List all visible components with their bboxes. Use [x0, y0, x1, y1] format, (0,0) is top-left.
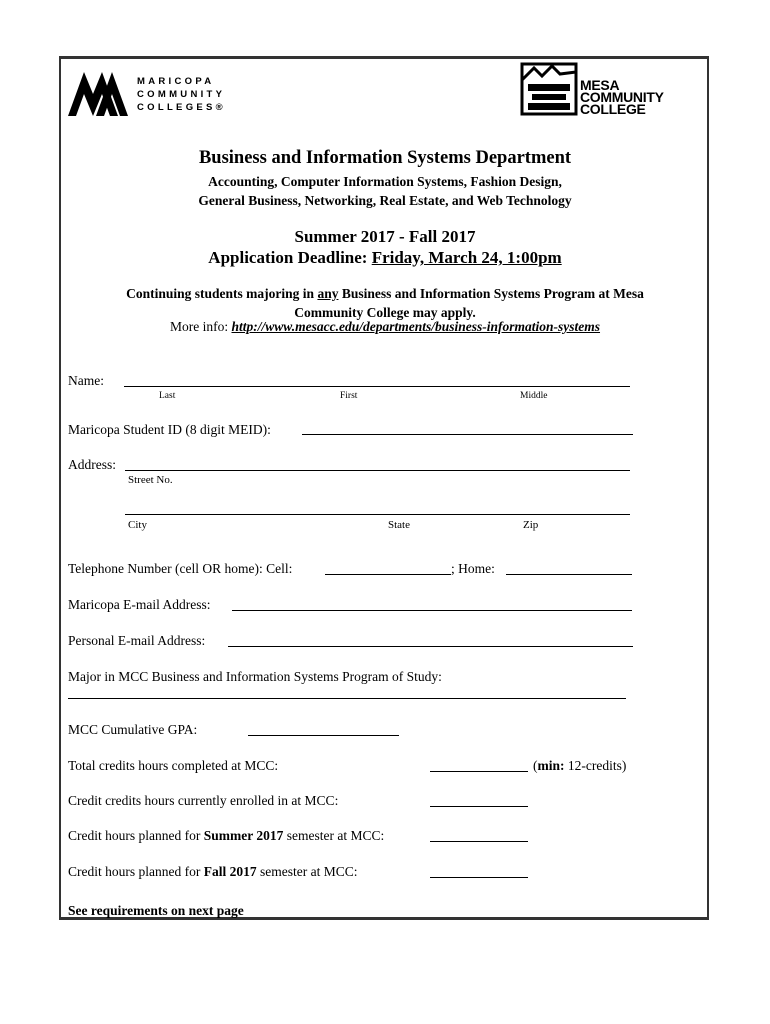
city-state-zip-field[interactable]: [125, 514, 630, 515]
name-last-caption: Last: [159, 391, 176, 401]
city-caption: City: [128, 519, 147, 531]
home-phone-label: ; Home:: [451, 561, 495, 576]
state-caption: State: [388, 519, 410, 531]
gpa-field[interactable]: [248, 735, 399, 736]
street-caption: Street No.: [128, 474, 173, 486]
name-field[interactable]: [124, 386, 630, 387]
home-phone-field[interactable]: [506, 574, 632, 575]
requirements-note: See requirements on next page: [68, 903, 244, 918]
student-id-field[interactable]: [302, 434, 633, 435]
street-field[interactable]: [125, 470, 630, 471]
department-title: Business and Information Systems Department: [198, 148, 572, 168]
mesa-logo-text: MESA COMMUNITY COLLEGE: [580, 77, 664, 117]
telephone-label: Telephone Number (cell OR home): Cell:: [68, 561, 293, 576]
more-info-link[interactable]: http://www.mesacc.edu/departments/business-information-systems: [231, 319, 601, 334]
major-label: Major in MCC Business and Information Systems Program of Study:: [68, 669, 442, 684]
total-credits-field[interactable]: [430, 771, 528, 772]
maricopa-logo-icon: [66, 66, 134, 118]
term: Summer 2017 - Fall 2017: [294, 227, 476, 246]
gpa-label: MCC Cumulative GPA:: [68, 722, 198, 737]
personal-email-label: Personal E-mail Address:: [68, 633, 206, 648]
address-label: Address:: [68, 457, 116, 472]
enrolled-credits-field[interactable]: [430, 806, 528, 807]
maricopa-logo-text: MARICOPA COMMUNITY COLLEGES®: [137, 76, 226, 113]
more-info: More info: http://www.mesacc.edu/departments/business-information-systems: [169, 319, 601, 334]
name-middle-caption: Middle: [520, 391, 548, 401]
summer-credits-field[interactable]: [430, 841, 528, 842]
name-label: Name:: [68, 373, 104, 388]
name-first-caption: First: [340, 391, 358, 401]
maricopa-email-label: Maricopa E-mail Address:: [68, 597, 211, 612]
term-and-deadline: [60, 226, 710, 268]
fall-credits-label: Credit hours planned for Fall 2017 semester at MCC:: [68, 864, 358, 879]
major-field[interactable]: [68, 698, 626, 699]
fall-credits-field[interactable]: [430, 877, 528, 878]
maricopa-email-field[interactable]: [232, 610, 632, 611]
student-id-label: Maricopa Student ID (8 digit MEID):: [68, 422, 271, 437]
enrolled-credits-label: Credit credits hours currently enrolled in at MCC:: [68, 793, 339, 808]
deadline: Application Deadline: Friday, March 24, 1:00pm: [208, 248, 562, 267]
programs-list: Accounting, Computer Information Systems, Fashion Design, General Business, Networking, Real Estate, and Web Technology: [198, 174, 572, 208]
cell-phone-field[interactable]: [325, 574, 451, 575]
total-credits-min: (min: 12-credits): [533, 758, 627, 773]
eligibility-note: Continuing students majoring in any Business and Information Systems Program at Mesa Community College may apply.: [126, 286, 644, 320]
total-credits-label: Total credits hours completed at MCC:: [68, 758, 279, 773]
summer-credits-label: Credit hours planned for Summer 2017 semester at MCC:: [68, 828, 385, 843]
personal-email-field[interactable]: [228, 646, 633, 647]
zip-caption: Zip: [523, 519, 539, 531]
mesa-logo-icon: [520, 62, 578, 116]
